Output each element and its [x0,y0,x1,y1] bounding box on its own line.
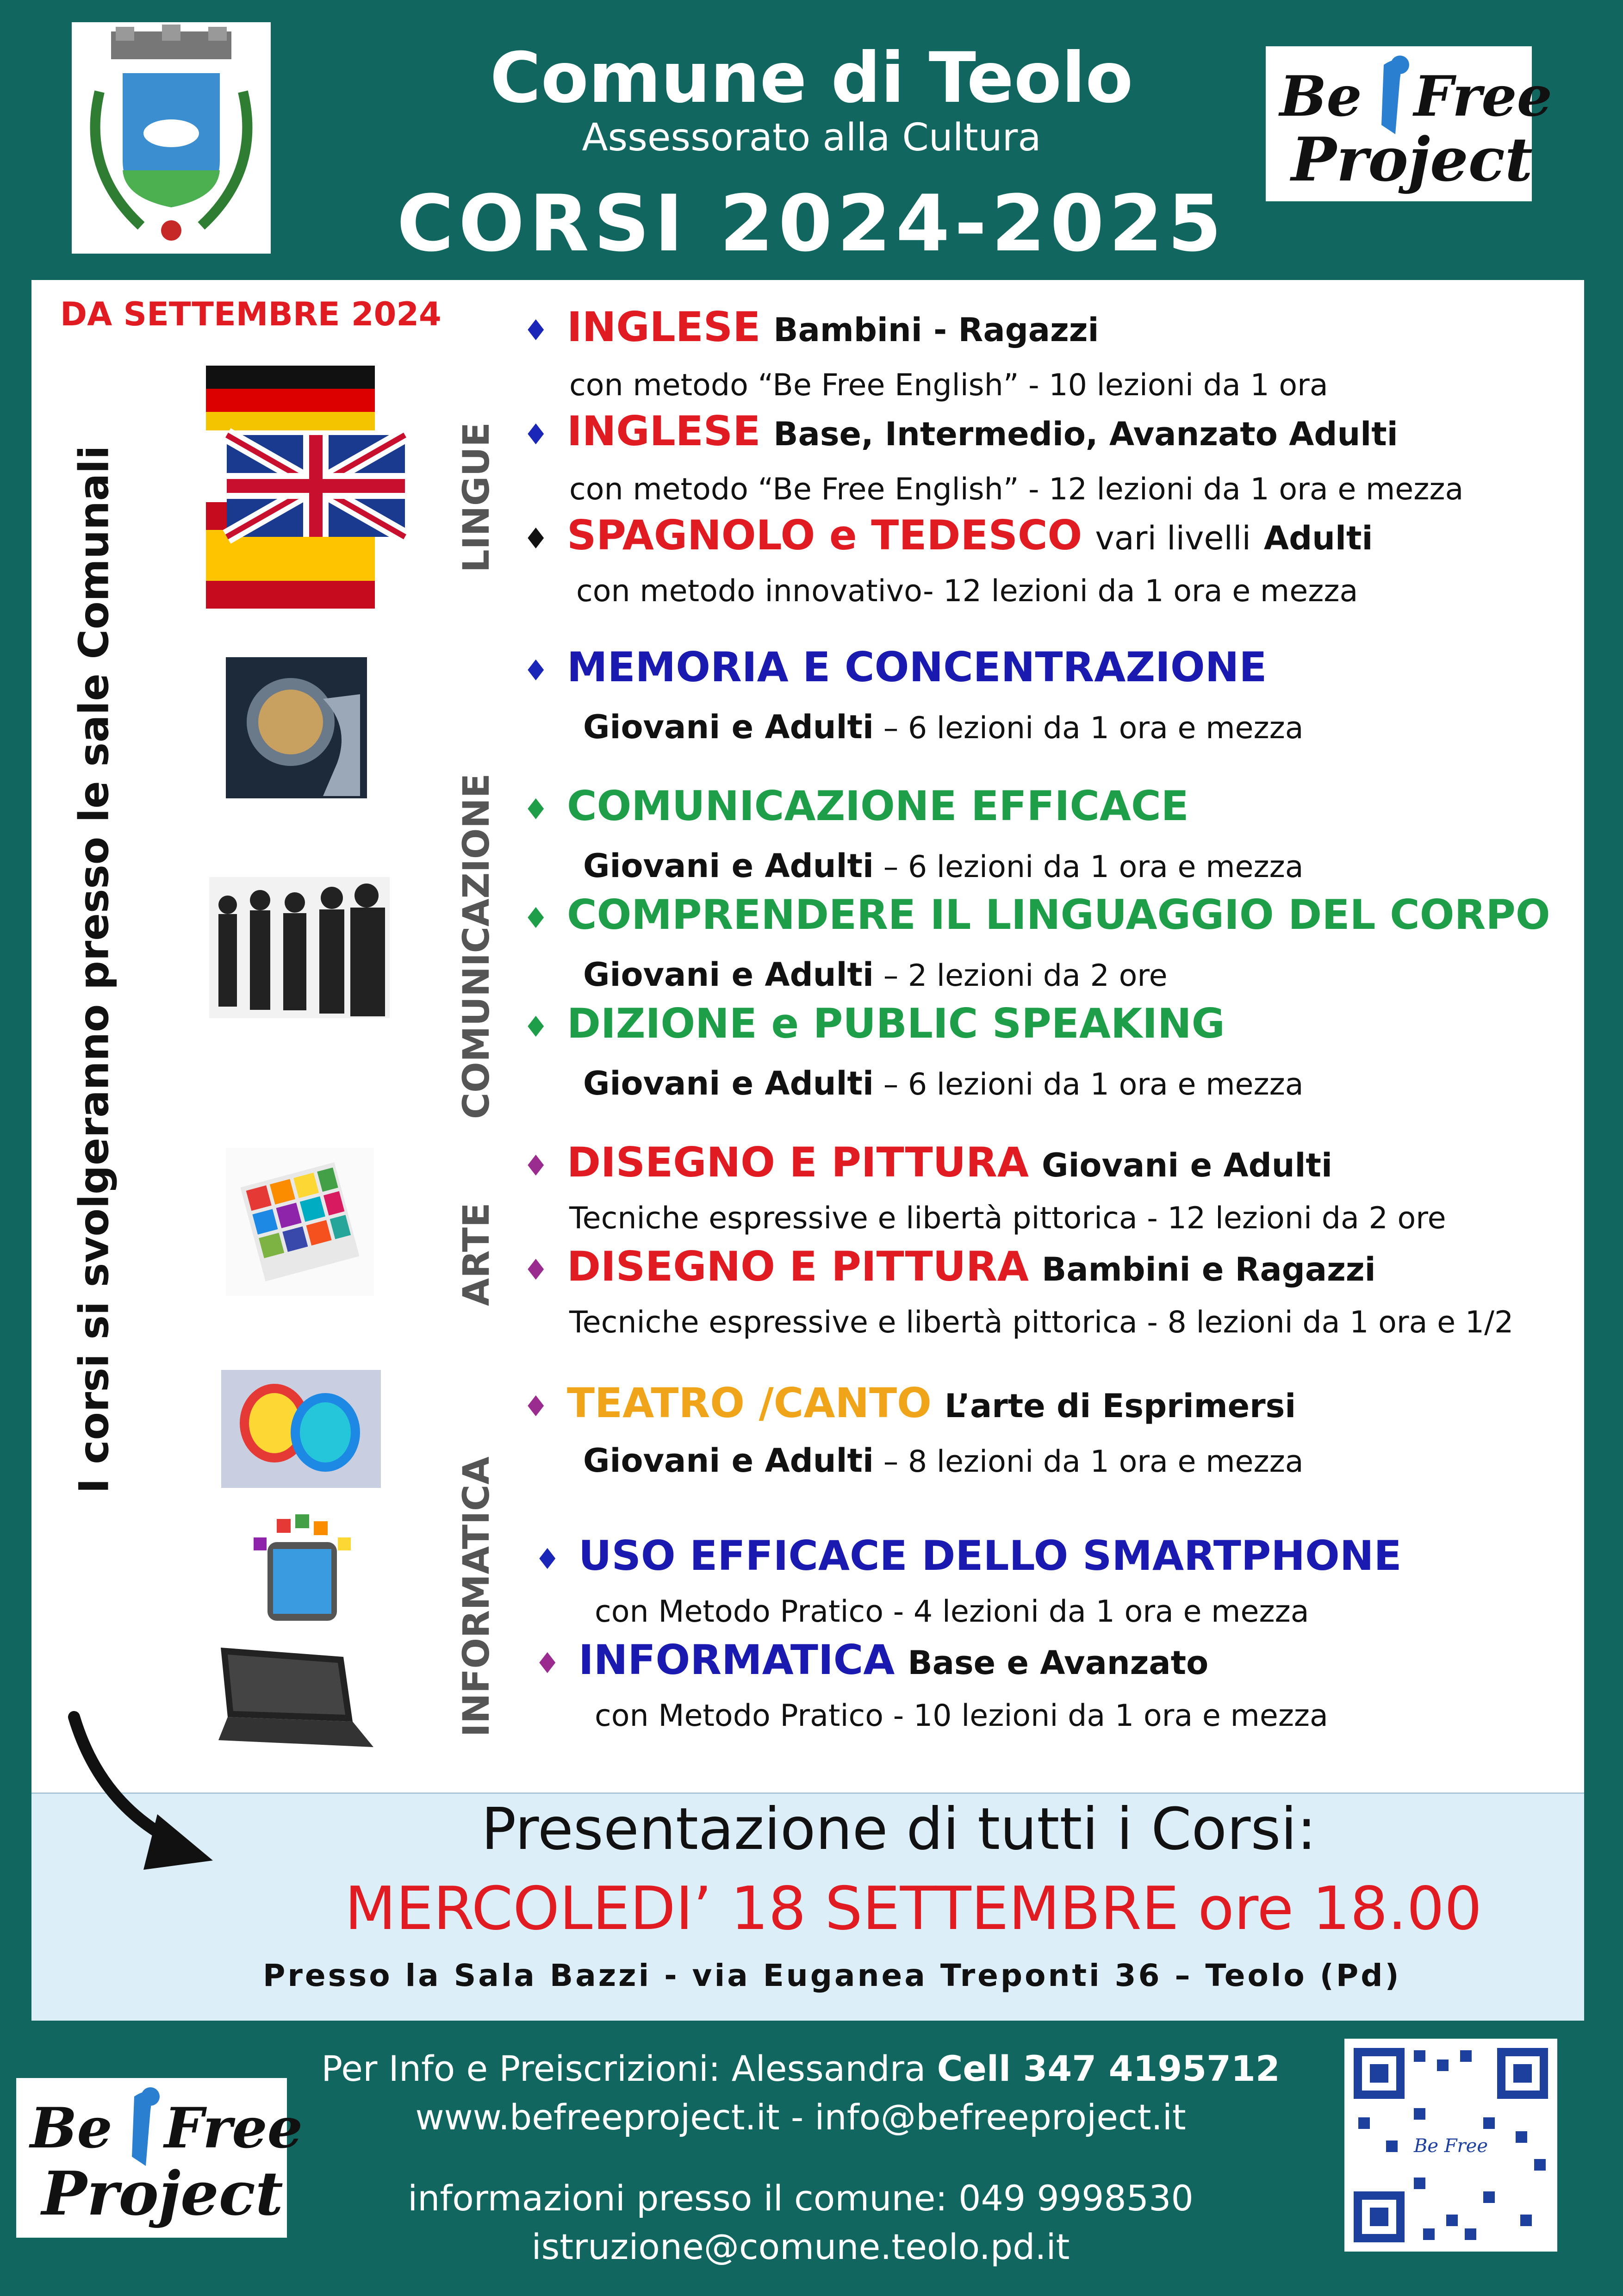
course-detail: Giovani e Adulti – 8 lezioni da 1 ora e mezza [583,1442,1304,1480]
comune-phone: informazioni presso il comune: 049 9998530 [408,2178,1194,2219]
svg-text:Be Free: Be Free [1414,2135,1488,2157]
page-title: Comune di Teolo [490,38,1133,118]
svg-text:Be: Be [30,2096,112,2161]
svg-text:Be: Be [1280,64,1362,129]
course-disegno-bambini: ♦ DISEGNO E PITTURA Bambini e Ragazzi [523,1243,1376,1290]
info-contact: Per Info e Preiscrizioni: Alessandra Cell 347 4195712 [321,2048,1280,2089]
course-disegno-adulti: ♦ DISEGNO E PITTURA Giovani e Adulti [523,1139,1333,1186]
diamond-bullet-icon: ♦ [523,653,549,687]
presentation-date: MERCOLEDI’ 18 SETTEMBRE ore 18.00 [345,1874,1482,1943]
course-detail: con metodo innovativo- 12 lezioni da 1 ora e mezza [576,574,1358,609]
course-detail: Tecniche espressive e libertà pittorica - 12 lezioni da 2 ore [569,1201,1446,1236]
venue-note: I corsi si svolgeranno presso le sale Comunali [70,445,118,1494]
diamond-bullet-icon: ♦ [523,417,549,451]
paint-palette-image [226,1148,374,1296]
course-smartphone: ♦ USO EFFICACE DELLO SMARTPHONE [535,1532,1402,1580]
course-detail: con metodo “Be Free English” - 12 lezioni da 1 ora e mezza [569,472,1464,507]
be-free-project-logo-footer [16,2078,303,2238]
course-inglese-bambini: ♦ INGLESE Bambini - Ragazzi [523,303,1099,351]
courses-title: CORSI 2024-2025 [397,178,1226,269]
course-detail: Giovani e Adulti – 6 lezioni da 1 ora e mezza [583,708,1304,746]
course-detail: Giovani e Adulti – 6 lezioni da 1 ora e mezza [583,847,1304,885]
course-teatro-canto: ♦ TEATRO /CANTO L’arte di Esprimersi [523,1379,1296,1427]
be-free-project-logo [1266,46,1553,201]
website-email[interactable]: www.befreeproject.it - info@befreeproject.it [415,2097,1186,2138]
svg-text:Free: Free [1414,64,1553,129]
diamond-bullet-icon: ♦ [523,521,549,555]
language-flags-image [204,366,407,611]
category-comunicazione: COMUNICAZIONE [456,773,497,1120]
qr-code-icon[interactable] [1344,2039,1557,2252]
diamond-bullet-icon: ♦ [535,1646,560,1680]
category-arte: ARTE [456,1202,497,1306]
diamond-bullet-icon: ♦ [523,1009,549,1044]
course-memoria: ♦ MEMORIA E CONCENTRAZIONE [523,643,1267,691]
category-informatica: INFORMATICA [456,1456,497,1737]
course-detail: Tecniche espressive e libertà pittorica - 8 lezioni da 1 ora e 1/2 [569,1305,1514,1340]
course-inglese-adulti: ♦ INGLESE Base, Intermedio, Avanzato Adulti [523,407,1398,455]
laptop-image [214,1648,376,1752]
start-date-label: DA SETTEMBRE 2024 [60,295,442,333]
theatre-masks-image [221,1370,381,1488]
page-subtitle: Assessorato alla Cultura [582,116,1041,160]
diamond-bullet-icon: ♦ [523,792,549,826]
svg-text:Project: Project [1291,124,1533,195]
presentation-place: Presso la Sala Bazzi - via Euganea Treponti 36 – Teolo (Pd) [263,1958,1401,1993]
business-people-image [209,877,390,1018]
course-informatica: ♦ INFORMATICA Base e Avanzato [535,1636,1209,1684]
diamond-bullet-icon: ♦ [523,1389,549,1423]
category-lingue: LINGUE [456,422,497,573]
svg-text:Project: Project [42,2158,283,2229]
diamond-bullet-icon: ♦ [523,901,549,935]
diamond-bullet-icon: ♦ [523,1252,549,1287]
diamond-bullet-icon: ♦ [523,1148,549,1182]
course-detail: con Metodo Pratico - 4 lezioni da 1 ora e mezza [595,1594,1309,1629]
course-detail: con Metodo Pratico - 10 lezioni da 1 ora e mezza [595,1699,1328,1733]
arrow-icon [65,1708,222,1884]
course-dizione: ♦ DIZIONE e PUBLIC SPEAKING [523,1000,1225,1047]
course-comunicazione-efficace: ♦ COMUNICAZIONE EFFICACE [523,782,1189,830]
presentation-heading: Presentazione di tutti i Corsi: [481,1796,1317,1863]
comune-email[interactable]: istruzione@comune.teolo.pd.it [531,2226,1070,2267]
course-detail: Giovani e Adulti – 2 lezioni da 2 ore [583,956,1168,994]
course-spagnolo-tedesco: ♦ SPAGNOLO e TEDESCO vari livelli Adulti [523,511,1373,559]
course-detail: con metodo “Be Free English” - 10 lezioni da 1 ora [569,368,1328,403]
course-linguaggio-corpo: ♦ COMPRENDERE IL LINGUAGGIO DEL CORPO [523,891,1550,939]
smartphone-apps-image [249,1514,355,1630]
brain-ai-image [226,657,367,798]
diamond-bullet-icon: ♦ [535,1542,560,1576]
svg-text:Free: Free [164,2096,303,2161]
diamond-bullet-icon: ♦ [523,313,549,347]
course-detail: Giovani e Adulti – 6 lezioni da 1 ora e mezza [583,1064,1304,1102]
